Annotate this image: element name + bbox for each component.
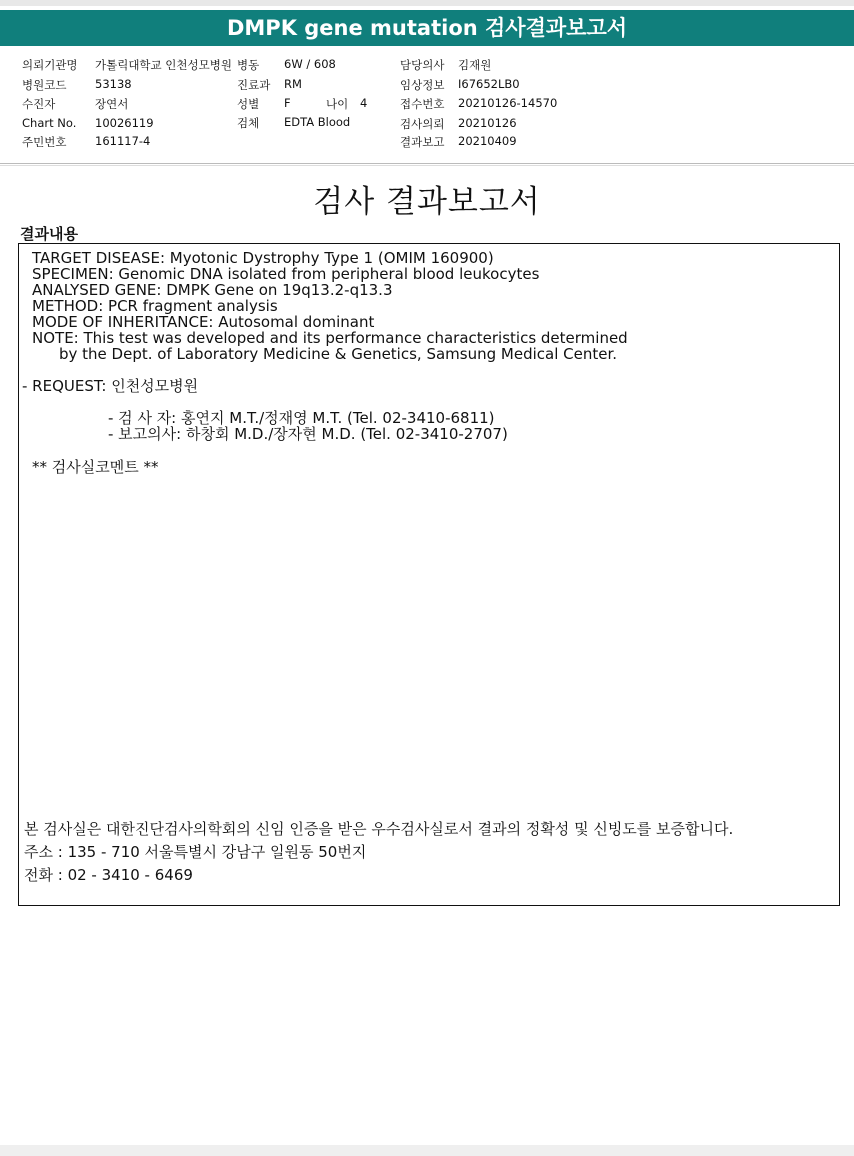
report-date-value: 20210409 <box>458 134 517 148</box>
request-institution-label: 의뢰기관명 <box>22 58 78 72</box>
page-title: 검사 결과보고서 <box>313 184 541 220</box>
department-value: RM <box>284 77 302 91</box>
top-rule <box>0 0 854 6</box>
test-request-value: 20210126 <box>458 116 517 130</box>
hospital-code-label: 병원코드 <box>22 78 67 92</box>
certification-text: 본 검사실은 대한진단검사의학회의 신임 인증을 받은 우수검사실로서 결과의 정확성 및 신빙도를 보증합니다. <box>24 820 734 838</box>
result-content-box <box>18 243 840 906</box>
address-text: 주소 : 135 - 710 서울특별시 강남구 일원동 50번지 <box>24 843 367 861</box>
specimen-label: 검체 <box>237 116 260 130</box>
divider <box>0 163 854 164</box>
report-header-title: DMPK gene mutation 검사결과보고서 <box>0 10 854 46</box>
report-date-label: 결과보고 <box>400 135 445 149</box>
receipt-no-value: 20210126-14570 <box>458 96 558 110</box>
clinical-info-label: 임상정보 <box>400 78 445 92</box>
target-disease-line: TARGET DISEASE: Myotonic Dystrophy Type 1 (OMIM 160900) <box>32 249 494 267</box>
resident-no-value: 161117-4 <box>95 134 151 148</box>
section-label: 결과내용 <box>20 225 78 243</box>
tester-line: - 검 사 자: 홍연지 M.T./정재영 M.T. (Tel. 02-3410-6811) <box>108 409 495 427</box>
receipt-no-label: 접수번호 <box>400 97 445 111</box>
clinical-info-value: I67652LB0 <box>458 77 520 91</box>
hospital-code-value: 53138 <box>95 77 132 91</box>
chart-no-value: 10026119 <box>95 116 154 130</box>
chart-no-label: Chart No. <box>22 116 77 130</box>
request-institution-value: 가톨릭대학교 인천성모병원 <box>95 58 232 72</box>
ward-value: 6W / 608 <box>284 57 336 71</box>
request-line: - REQUEST: 인천성모병원 <box>22 377 199 395</box>
ward-label: 병동 <box>237 58 260 72</box>
note-continuation-line: by the Dept. of Laboratory Medicine & Genetics, Samsung Medical Center. <box>59 345 618 363</box>
analysed-gene-line: ANALYSED GENE: DMPK Gene on 19q13.2-q13.3 <box>32 281 393 299</box>
divider <box>0 165 854 166</box>
sex-label: 성별 <box>237 97 260 111</box>
doctor-value: 김재원 <box>458 58 492 72</box>
age-value: 4 <box>360 96 368 110</box>
phone-text: 전화 : 02 - 3410 - 6469 <box>24 866 193 884</box>
specimen-value: EDTA Blood <box>284 115 351 129</box>
inheritance-line: MODE OF INHERITANCE: Autosomal dominant <box>32 313 375 331</box>
sex-value: F <box>284 96 291 110</box>
doctor-label: 담당의사 <box>400 58 445 72</box>
bottom-band <box>0 1145 854 1156</box>
age-label: 나이 <box>326 97 349 111</box>
resident-no-label: 주민번호 <box>22 135 67 149</box>
recipient-label: 수진자 <box>22 97 56 111</box>
department-label: 진료과 <box>237 78 271 92</box>
specimen-line: SPECIMEN: Genomic DNA isolated from peripheral blood leukocytes <box>32 265 540 283</box>
recipient-value: 장연서 <box>95 97 129 111</box>
method-line: METHOD: PCR fragment analysis <box>32 297 278 315</box>
note-line: NOTE: This test was developed and its performance characteristics determined <box>32 329 628 347</box>
reporter-line: - 보고의사: 하창회 M.D./장자현 M.D. (Tel. 02-3410-2707) <box>108 425 508 443</box>
lab-comment-header: ** 검사실코멘트 ** <box>32 458 159 476</box>
test-request-label: 검사의뢰 <box>400 117 445 131</box>
